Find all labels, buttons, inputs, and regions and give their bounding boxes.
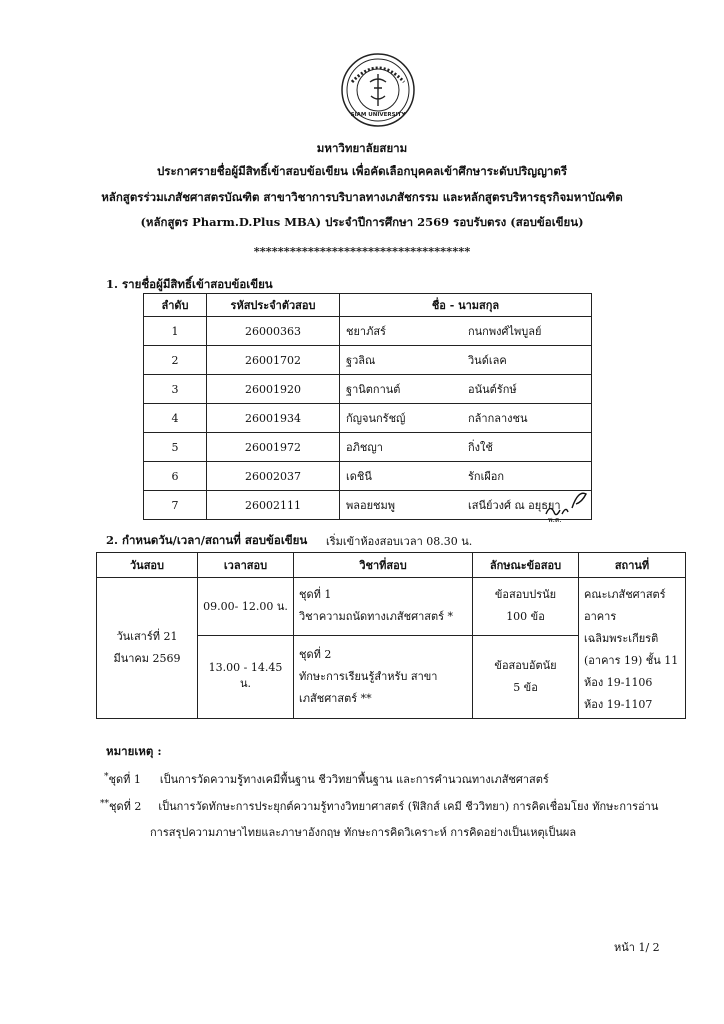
signature bbox=[542, 484, 592, 524]
header-place: สถานที่ bbox=[579, 553, 686, 578]
table-row bbox=[144, 317, 592, 346]
page-number: หน้า 1/ 2 bbox=[614, 941, 660, 954]
announcement-line-1: ประกาศรายชื่อผู้มีสิทธิ์เข้าสอบข้อเขียน เพื่อคัดเลือกบุคคลเข้าศึกษาระดับปริญญาตรี bbox=[156, 164, 568, 178]
place-line: ห้อง 19-1106 bbox=[584, 676, 653, 689]
place-line: ห้อง 19-1107 bbox=[584, 698, 653, 711]
session-time: 13.00 - 14.45 น. bbox=[198, 635, 294, 718]
note-2 bbox=[100, 797, 658, 815]
table-row bbox=[144, 462, 592, 491]
row-code: 26001972 bbox=[207, 433, 340, 462]
row-code: 26001702 bbox=[207, 346, 340, 375]
session-subject bbox=[294, 635, 473, 718]
exam-place bbox=[579, 578, 686, 719]
table-row bbox=[144, 491, 592, 520]
announcement-line-2: หลักสูตรร่วมเภสัชศาสตรบัณฑิต สาขาวิชาการบริบาลทางเภสัชกรรม และหลักสูตรบริหารธุรกิจมหาบัณฑิต bbox=[101, 190, 623, 204]
row-no: 2 bbox=[144, 346, 207, 375]
header-time: เวลาสอบ bbox=[198, 553, 294, 578]
session-subject bbox=[294, 578, 473, 636]
row-first-name: กัญจนกรัชญ์ bbox=[340, 404, 463, 433]
row-code: 26001920 bbox=[207, 375, 340, 404]
row-last-name: เสนีย์วงศ์ ณ อยุธยา bbox=[462, 491, 592, 520]
row-code: 26001934 bbox=[207, 404, 340, 433]
row-last-name: กนกพงศ์ไพบูลย์ bbox=[462, 317, 592, 346]
signature-text: พ.ต. bbox=[548, 516, 562, 524]
row-first-name: ฐานิตกานต์ bbox=[340, 375, 463, 404]
subject-name: วิชาความถนัดทางเภสัชศาสตร์ * bbox=[299, 610, 454, 624]
header-no: ลำดับ bbox=[144, 294, 207, 317]
divider-stars: ************************************ bbox=[253, 244, 471, 258]
row-no: 6 bbox=[144, 462, 207, 491]
subject-set: ชุดที่ 1 bbox=[299, 588, 332, 602]
header-date: วันสอบ bbox=[97, 553, 198, 578]
note-2-label: ชุดที่ 2 bbox=[109, 800, 142, 813]
place-line: อาคารเฉลิมพระเกียรติ bbox=[584, 610, 659, 645]
row-first-name: เดชินี bbox=[340, 462, 463, 491]
row-last-name: วินด์เลค bbox=[462, 346, 592, 375]
row-first-name: ฐวลิณ bbox=[340, 346, 463, 375]
university-logo bbox=[340, 52, 416, 128]
university-name: มหาวิทยาลัยสยาม bbox=[316, 141, 408, 155]
row-code: 26002037 bbox=[207, 462, 340, 491]
note-1-mark: * bbox=[104, 772, 109, 782]
row-no: 3 bbox=[144, 375, 207, 404]
row-code: 26002111 bbox=[207, 491, 340, 520]
logo-text: SIAM UNIVERSITY bbox=[350, 112, 406, 118]
row-no: 7 bbox=[144, 491, 207, 520]
candidate-table bbox=[143, 293, 592, 520]
row-first-name: ชยาภัสร์ bbox=[340, 317, 463, 346]
check-in-note: เริ่มเข้าห้องสอบเวลา 08.30 น. bbox=[326, 535, 473, 548]
place-line: (อาคาร 19) ชั้น 11 bbox=[584, 654, 679, 667]
section-2-title: 2. กำหนดวัน/เวลา/สถานที่ สอบข้อเขียน bbox=[106, 533, 308, 547]
row-first-name: พลอยชมพู bbox=[340, 491, 463, 520]
section-1-title: 1. รายชื่อผู้มีสิทธิ์เข้าสอบข้อเขียน bbox=[106, 277, 273, 291]
note-2-text: เป็นการวัดทักษะการประยุกต์ความรู้ทางวิทยาศาสตร์ (ฟิสิกส์ เคมี ชีววิทยา) การคิดเชื่อมโยง ทักษะการอ่าน bbox=[158, 800, 659, 813]
table-row bbox=[144, 404, 592, 433]
row-no: 4 bbox=[144, 404, 207, 433]
row-no: 1 bbox=[144, 317, 207, 346]
header-name: ชื่อ - นามสกุล bbox=[340, 294, 592, 317]
header-subject: วิชาที่สอบ bbox=[294, 553, 473, 578]
exam-type: ข้อสอบอัตนัย bbox=[494, 658, 557, 672]
exam-count: 5 ข้อ bbox=[513, 680, 538, 694]
table-row bbox=[144, 433, 592, 462]
exam-type: ข้อสอบปรนัย bbox=[494, 588, 557, 602]
row-last-name: กล้ากลางชน bbox=[462, 404, 592, 433]
note-1-label: ชุดที่ 1 bbox=[108, 773, 141, 786]
row-code: 26000363 bbox=[207, 317, 340, 346]
note-1 bbox=[104, 770, 549, 788]
row-last-name: รักเผือก bbox=[462, 462, 592, 491]
exam-date: วันเสาร์ที่ 21 มีนาคม 2569 bbox=[97, 578, 198, 719]
table-row bbox=[144, 346, 592, 375]
note-2-mark: ** bbox=[100, 799, 109, 809]
session-type bbox=[473, 578, 579, 636]
note-2-continued: การสรุปความภาษาไทยและภาษาอังกฤษ ทักษะการคิดวิเคราะห์ การคิดอย่างเป็นเหตุเป็นผล bbox=[150, 826, 577, 839]
subject-set: ชุดที่ 2 bbox=[299, 647, 332, 661]
row-last-name: อนันต์รักษ์ bbox=[462, 375, 592, 404]
exam-schedule-table bbox=[96, 552, 686, 719]
row-last-name: กิ่งใช้ bbox=[462, 433, 592, 462]
exam-count: 100 ข้อ bbox=[506, 610, 545, 624]
row-no: 5 bbox=[144, 433, 207, 462]
notes-title: หมายเหตุ : bbox=[106, 744, 162, 758]
table-row bbox=[144, 375, 592, 404]
announcement-line-3: (หลักสูตร Pharm.D.Plus MBA) ประจำปีการศึกษา 2569 รอบรับตรง (สอบข้อเขียน) bbox=[140, 215, 584, 229]
note-1-text: เป็นการวัดความรู้ทางเคมีพื้นฐาน ชีววิทยาพื้นฐาน และการคำนวณทางเภสัชศาสตร์ bbox=[159, 773, 549, 786]
header-code: รหัสประจำตัวสอบ bbox=[207, 294, 340, 317]
row-first-name: อภิชญา bbox=[340, 433, 463, 462]
session-time: 09.00- 12.00 น. bbox=[198, 578, 294, 636]
session-type bbox=[473, 635, 579, 718]
header-type: ลักษณะข้อสอบ bbox=[473, 553, 579, 578]
place-line: คณะเภสัชศาสตร์ bbox=[584, 588, 666, 601]
table-row bbox=[97, 578, 686, 636]
subject-name: ทักษะการเรียนรู้สำหรับ สาขาเภสัชศาสตร์ ** bbox=[299, 669, 438, 705]
